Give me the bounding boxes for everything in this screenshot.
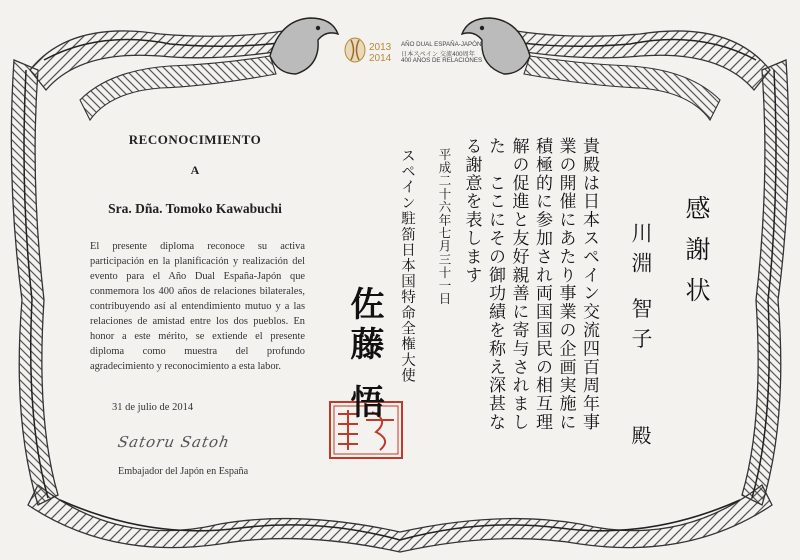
- logo-line-1: AÑO DUAL ESPAÑA-JAPÓN: [401, 41, 482, 48]
- spanish-title: RECONOCIMIENTO: [128, 132, 262, 147]
- spanish-date: 31 de julio de 2014: [112, 402, 194, 413]
- japanese-date: 平成二十六年七月三十一日: [437, 148, 452, 306]
- japanese-body: 貴殿は日本スペイン交流四百周年事業の開催にあたり事業の企画実施に積極的に参加され両国国民の相互理解の促進と友好親善に寄与されました ここにその御功績を称え深甚なる謝意を表します: [461, 137, 599, 432]
- logo-year-start: 2013: [369, 42, 392, 53]
- logo-year-end: 2014: [369, 53, 392, 64]
- anniversary-logo-icon: [345, 38, 365, 62]
- japanese-ambassador-title: スペイン駐箚日本国特命全権大使: [399, 148, 415, 384]
- spanish-body: El presente diploma reconoce su activa participación en la planificación y realización del evento para el Año Dual España-Japón que conmemora los 400 años de relaciones bilaterales, contribuyendo así al entendimiento mutuo y a las relaciones de amistad entre los dos pueblos. En honor a este mérito, se extiende el presente diploma como muestra del profundo agradecimiento y reconocimiento a esta labor.: [90, 241, 305, 372]
- latin-signature: Satoru Satoh: [116, 433, 232, 451]
- spanish-a: A: [190, 163, 200, 177]
- japanese-signature: 佐藤 悟: [344, 286, 384, 424]
- japanese-honorific: 殿: [628, 425, 652, 445]
- logo-line-3: 400 AÑOS DE RELACIONES: [401, 57, 483, 64]
- japanese-recipient: 川淵 智子: [629, 222, 653, 358]
- spanish-recipient: Sra. Dña. Tomoko Kawabuchi: [108, 201, 282, 216]
- logo-line-2: 日本スペイン 交流400周年: [401, 51, 475, 58]
- japanese-title: 感謝状: [682, 195, 711, 318]
- spanish-ambassador-title: Embajador del Japón en España: [118, 466, 249, 477]
